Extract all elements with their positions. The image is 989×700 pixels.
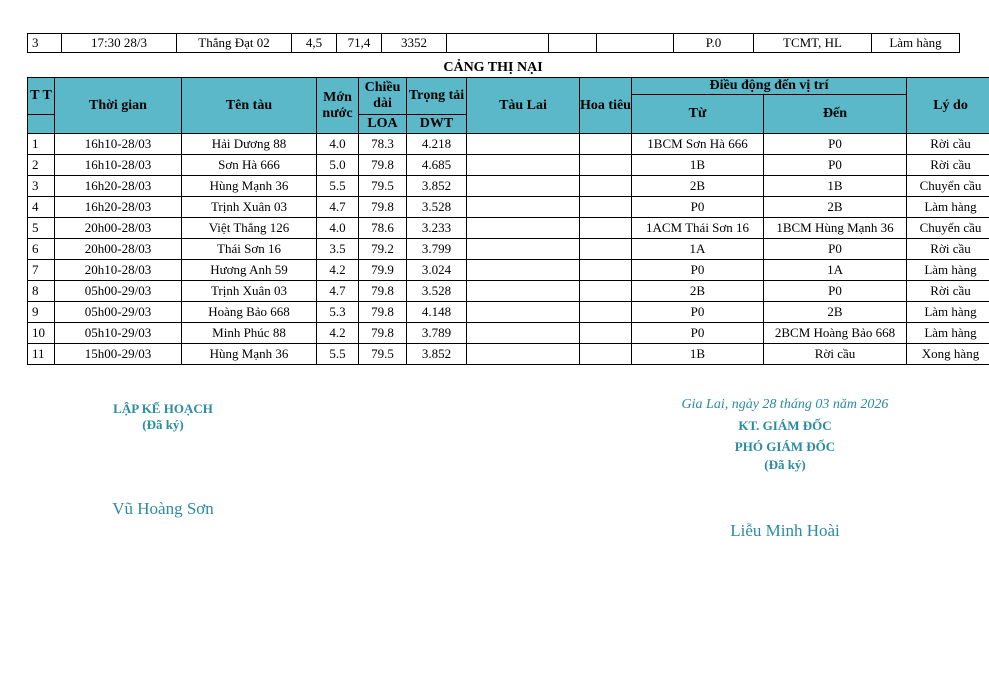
header-length-sub: LOA [359, 115, 407, 134]
cell-dwt: 3.528 [407, 197, 467, 218]
cell-ship: Hương Anh 59 [182, 260, 317, 281]
table-row [28, 155, 989, 176]
header-move: Điều động đến vị trí [632, 78, 907, 95]
cell-pilot [580, 281, 632, 302]
cell-tug [467, 176, 580, 197]
cell-from: P0 [632, 197, 764, 218]
cell-reason: Làm hàng [907, 197, 989, 218]
table-body [28, 134, 989, 365]
cell-time: 20h00-28/03 [55, 218, 182, 239]
cell-ship: Thái Sơn 16 [182, 239, 317, 260]
cell-time: 20h10-28/03 [55, 260, 182, 281]
cell-length: 79.8 [359, 155, 407, 176]
cell-reason: Rời cầu [907, 281, 989, 302]
cell-to: 2B [764, 197, 907, 218]
cell-tt: 9 [28, 302, 55, 323]
cell-length: 79.8 [359, 302, 407, 323]
table-row [28, 323, 989, 344]
table-row [28, 197, 989, 218]
cell-tug [467, 302, 580, 323]
cell-length: 79.9 [359, 260, 407, 281]
cell-length: 79.8 [359, 281, 407, 302]
cell-to: 1BCM Hùng Mạnh 36 [764, 218, 907, 239]
cell-dwt: 3.852 [407, 176, 467, 197]
cell-reason: Làm hàng [907, 260, 989, 281]
cell-tug [467, 134, 580, 155]
cell-reason: Làm hàng [907, 302, 989, 323]
header-from: Từ [632, 95, 764, 134]
cell-time: 15h00-29/03 [55, 344, 182, 365]
cell-pilot [580, 218, 632, 239]
cell-ship: Việt Thắng 126 [182, 218, 317, 239]
right-signature-name: Liễu Minh Hoài [730, 521, 840, 540]
cell-draft: 3.5 [317, 239, 359, 260]
cell-dwt: 4.685 [407, 155, 467, 176]
table-row [28, 281, 989, 302]
cell-time: 20h00-28/03 [55, 239, 182, 260]
header-time: Thời gian [55, 78, 182, 134]
cell-tt: 7 [28, 260, 55, 281]
cell-draft: 5.5 [317, 176, 359, 197]
cell-from: 1A [632, 239, 764, 260]
cell-time: 16h10-28/03 [55, 134, 182, 155]
header-dwt-sub: DWT [407, 115, 467, 134]
cell-reason: Rời cầu [907, 134, 989, 155]
cell-from: 1BCM Sơn Hà 666 [632, 134, 764, 155]
header-ship: Tên tàu [182, 78, 317, 134]
table-row [28, 218, 989, 239]
cell-pilot [580, 176, 632, 197]
cell-tug [467, 239, 580, 260]
header-row [28, 78, 989, 95]
cell-dwt: 3.852 [407, 344, 467, 365]
cell-from: P0 [632, 260, 764, 281]
cell-from [597, 34, 674, 53]
cell-ship: Minh Phúc 88 [182, 323, 317, 344]
cell-tug [467, 218, 580, 239]
cell-to: P0 [764, 134, 907, 155]
cell-dwt: 3.528 [407, 281, 467, 302]
cell-reason: Chuyển cầu [907, 218, 989, 239]
cell-draft: 4.2 [317, 260, 359, 281]
cell-draft: 5.0 [317, 155, 359, 176]
header-tt-cont [28, 115, 55, 134]
cell-time: 05h00-29/03 [55, 302, 182, 323]
left-signature-title: LẬP KẾ HOẠCH [113, 401, 213, 416]
right-signature-signed: (Đã ký) [764, 457, 806, 472]
table-row [28, 344, 989, 365]
cell-from: P0 [632, 323, 764, 344]
cell-tt: 6 [28, 239, 55, 260]
cell-length: 79.2 [359, 239, 407, 260]
cell-draft: 4.2 [317, 323, 359, 344]
previous-table-fragment [27, 33, 960, 53]
header-reason: Lý do [907, 78, 989, 134]
header-dwt: Trọng tải [407, 78, 467, 115]
cell-ship: Hoàng Bảo 668 [182, 302, 317, 323]
left-signature-signed: (Đã ký) [142, 417, 184, 432]
cell-time: 16h20-28/03 [55, 197, 182, 218]
cell-dwt: 3.799 [407, 239, 467, 260]
cell-extra: TCMT, HL [754, 34, 872, 53]
cell-draft: 4.0 [317, 134, 359, 155]
right-signature-title1: KT. GIÁM ĐỐC [738, 418, 832, 433]
cell-tug [467, 155, 580, 176]
cell-pilot [549, 34, 597, 53]
cell-dwt: 3.789 [407, 323, 467, 344]
cell-tt: 11 [28, 344, 55, 365]
cell-length: 71,4 [337, 34, 382, 53]
cell-dwt: 3352 [382, 34, 447, 53]
cell-tug [467, 281, 580, 302]
cell-reason: Xong hàng [907, 344, 989, 365]
cell-ship: Sơn Hà 666 [182, 155, 317, 176]
cell-reason: Rời cầu [907, 239, 989, 260]
cell-ship: Thắng Đạt 02 [177, 34, 292, 53]
cell-to: 2B [764, 302, 907, 323]
cell-reason: Làm hàng [907, 323, 989, 344]
cell-from: P0 [632, 302, 764, 323]
cell-tt: 4 [28, 197, 55, 218]
cell-time: 05h10-29/03 [55, 323, 182, 344]
cell-to: P.0 [674, 34, 754, 53]
cell-pilot [580, 197, 632, 218]
ship-movement-table [27, 77, 989, 365]
header-draft: Mớn nước [317, 78, 359, 134]
cell-length: 79.5 [359, 344, 407, 365]
section-title: CẢNG THỊ NẠI [443, 60, 543, 75]
cell-pilot [580, 239, 632, 260]
cell-to: 2BCM Hoàng Bảo 668 [764, 323, 907, 344]
cell-ship: Hùng Mạnh 36 [182, 176, 317, 197]
cell-from: 2B [632, 281, 764, 302]
cell-time: 05h00-29/03 [55, 281, 182, 302]
header-tt: T T [28, 78, 55, 115]
table-row [28, 176, 989, 197]
cell-dwt: 4.148 [407, 302, 467, 323]
table-row [28, 260, 989, 281]
cell-ship: Hải Dương 88 [182, 134, 317, 155]
header-to: Đến [764, 95, 907, 134]
cell-tug [467, 260, 580, 281]
cell-dwt: 4.218 [407, 134, 467, 155]
cell-draft: 4.0 [317, 218, 359, 239]
header-length: Chiều dài [359, 78, 407, 115]
cell-ship: Trịnh Xuân 03 [182, 281, 317, 302]
cell-draft: 4.7 [317, 197, 359, 218]
cell-length: 78.6 [359, 218, 407, 239]
cell-draft: 5.3 [317, 302, 359, 323]
cell-pilot [580, 323, 632, 344]
cell-tt: 2 [28, 155, 55, 176]
table-row [28, 239, 989, 260]
cell-tug [467, 344, 580, 365]
cell-reason: Chuyển cầu [907, 176, 989, 197]
cell-draft: 4,5 [292, 34, 337, 53]
cell-time: 16h20-28/03 [55, 176, 182, 197]
cell-length: 79.5 [359, 176, 407, 197]
left-signature-name: Vũ Hoàng Sơn [112, 499, 214, 518]
cell-time: 17:30 28/3 [62, 34, 177, 53]
cell-length: 78.3 [359, 134, 407, 155]
cell-time: 16h10-28/03 [55, 155, 182, 176]
cell-pilot [580, 260, 632, 281]
cell-length: 79.8 [359, 197, 407, 218]
cell-from: 2B [632, 176, 764, 197]
cell-from: 1B [632, 155, 764, 176]
cell-dwt: 3.233 [407, 218, 467, 239]
header-tug: Tàu Lai [467, 78, 580, 134]
cell-tt: 5 [28, 218, 55, 239]
cell-tug [467, 197, 580, 218]
cell-pilot [580, 155, 632, 176]
cell-draft: 4.7 [317, 281, 359, 302]
cell-reason: Làm hàng [872, 34, 960, 53]
cell-pilot [580, 344, 632, 365]
cell-tug [467, 323, 580, 344]
cell-to: 1A [764, 260, 907, 281]
cell-tt: 3 [28, 176, 55, 197]
cell-from: 1B [632, 344, 764, 365]
cell-tt: 8 [28, 281, 55, 302]
cell-pilot [580, 134, 632, 155]
right-signature-title2: PHÓ GIÁM ĐỐC [734, 439, 836, 454]
cell-tt: 10 [28, 323, 55, 344]
table-row [28, 34, 960, 53]
cell-tug [447, 34, 549, 53]
cell-draft: 5.5 [317, 344, 359, 365]
cell-dwt: 3.024 [407, 260, 467, 281]
cell-length: 79.8 [359, 323, 407, 344]
cell-tt: 3 [28, 34, 62, 53]
header-pilot: Hoa tiêu [580, 78, 632, 134]
date-line: Gia Lai, ngày 28 tháng 03 năm 2026 [681, 397, 889, 412]
table-row [28, 134, 989, 155]
cell-to: 1B [764, 176, 907, 197]
cell-from: 1ACM Thái Sơn 16 [632, 218, 764, 239]
cell-pilot [580, 302, 632, 323]
cell-ship: Trịnh Xuân 03 [182, 197, 317, 218]
cell-to: P0 [764, 281, 907, 302]
cell-to: P0 [764, 155, 907, 176]
table-row [28, 302, 989, 323]
cell-tt: 1 [28, 134, 55, 155]
cell-ship: Hùng Mạnh 36 [182, 344, 317, 365]
cell-to: Rời cầu [764, 344, 907, 365]
cell-to: P0 [764, 239, 907, 260]
cell-reason: Rời cầu [907, 155, 989, 176]
